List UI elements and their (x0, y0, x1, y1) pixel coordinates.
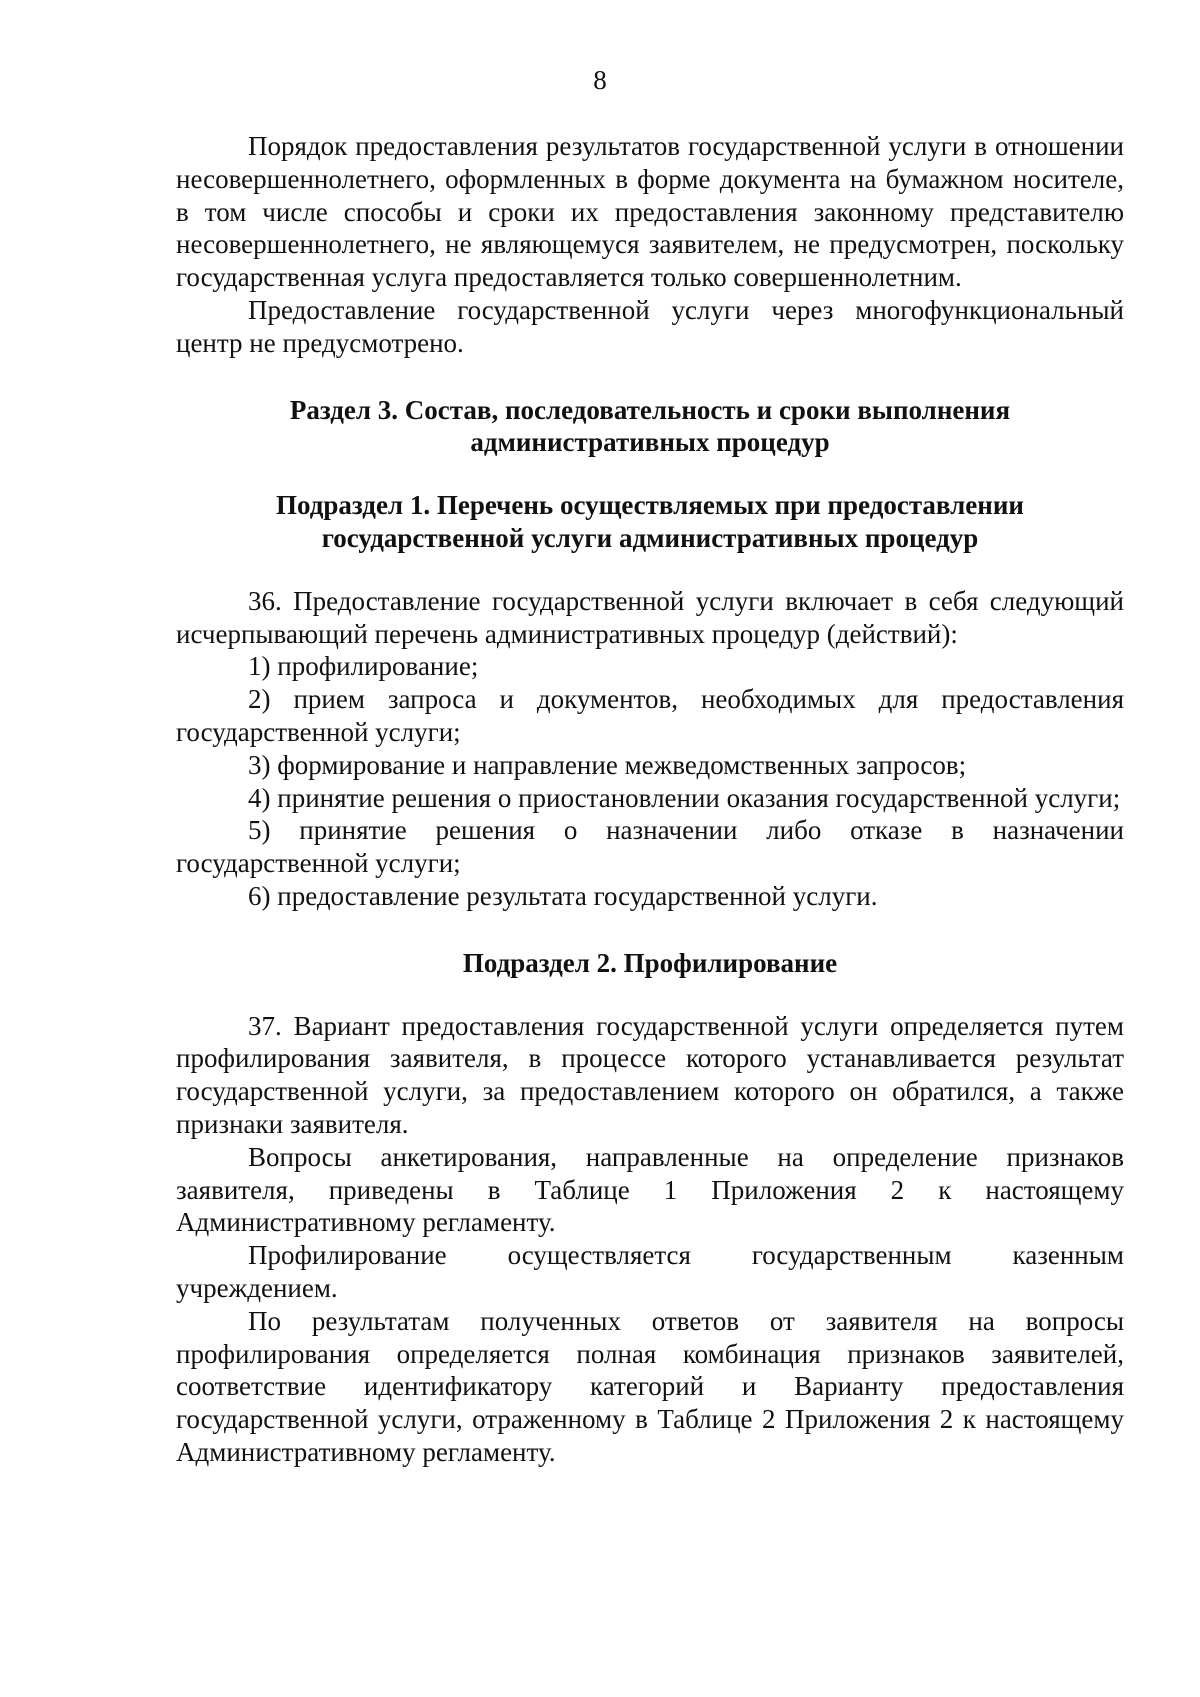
paragraph-profiling-results: По результатам полученных ответов от заявителя на вопросы профилирования определяется полная комбинация признаков заявителей, соответствие идентификатору категорий и Варианту предоставления государственной услуги, отраженному в Таблице 2 Приложения 2 к настоящему Административному регламенту. (176, 1305, 1124, 1467)
paragraph-minor-results: Порядок предоставления результатов государственной услуги в отношении несовершеннолетнего, оформленных в форме документа на бумажном носителе, в том числе способы и сроки их предоставления законному представителю несовершеннолетнего, не являющемуся заявителем, не предусмотрен, поскольку государственная услуга предоставляется только совершеннолетним. (176, 131, 1124, 293)
spacer (176, 360, 1124, 394)
page-number: 8 (593, 65, 607, 95)
list-item-2: 2) прием запроса и документов, необходимых для предоставления государственной услуги; (176, 684, 1124, 747)
document-body (176, 130, 1124, 1469)
paragraph-36: 36. Предоставление государственной услуги включает в себя следующий исчерпывающий перечень административных процедур (действий): (176, 585, 1124, 649)
list-item-6: 6) предоставление результата государственной услуги. (248, 880, 878, 911)
subsection-2-title: Подраздел 2. Профилирование (462, 947, 838, 978)
list-item-3: 3) формирование и направление межведомственных запросов; (248, 749, 967, 780)
subsection-1-title-line-2: государственной услуги административных процедур (321, 522, 979, 553)
list-item-4: 4) принятие решения о приостановлении оказания государственной услуги; (248, 782, 1121, 813)
subsection-1-title-line-1: Подраздел 1. Перечень осуществляемых при предоставлении (276, 490, 1024, 521)
spacer (176, 913, 1124, 947)
paragraph-mfc: Предоставление государственной услуги через многофункциональный центр не предусмотрено. (176, 294, 1124, 358)
paragraph-37: 37. Вариант предоставления государственной услуги определяется путем профилирования заявителя, в процессе которого устанавливается результат государственной услуги, за предоставлением которого он обратился, а также признаки заявителя. (176, 1010, 1124, 1139)
spacer (176, 555, 1124, 585)
list-item-5: 5) принятие решения о назначении либо отказе в назначении государственной услуги; (176, 815, 1124, 879)
paragraph-profiling-institution: Профилирование осуществляется государственным казенным учреждением. (176, 1240, 1124, 1303)
section-3-title-line-1: Раздел 3. Состав, последовательность и сроки выполнения (289, 394, 1011, 425)
section-3-title-line-2: административных процедур (470, 427, 830, 458)
list-item-1: 1) профилирование; (248, 651, 479, 682)
spacer (176, 459, 1124, 489)
spacer (176, 980, 1124, 1010)
paragraph-questions: Вопросы анкетирования, направленные на определение признаков заявителя, приведены в Таблице 1 Приложения 2 к настоящему Административному регламенту. (176, 1141, 1124, 1238)
